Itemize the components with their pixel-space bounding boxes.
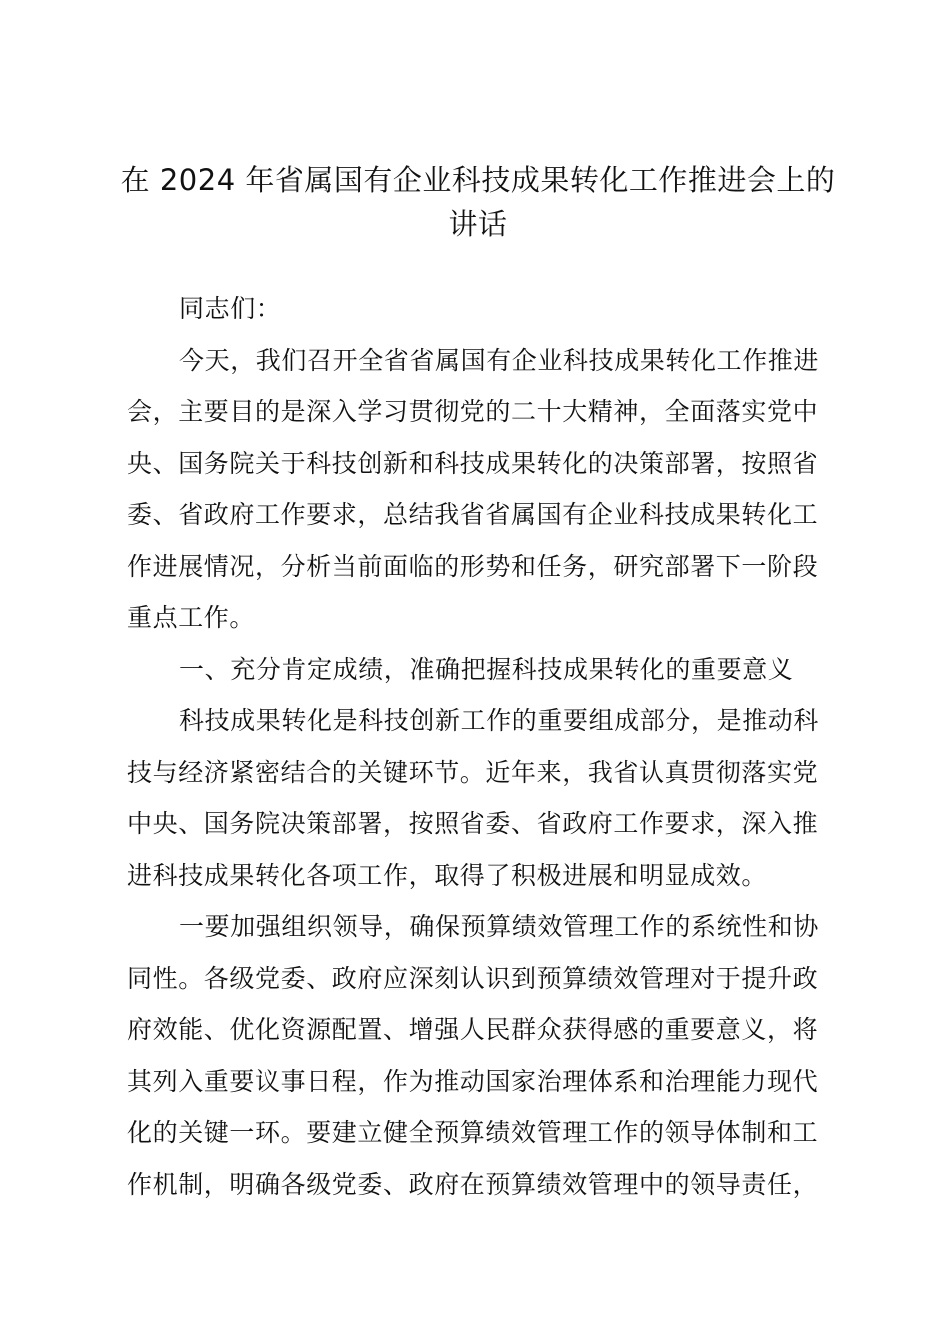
text-line: 作机制，明确各级党委、政府在预算绩效管理中的领导责任， (127, 1169, 819, 1199)
document-title (120, 158, 836, 246)
text-line: 作进展情况，分析当前面临的形势和任务，研究部署下一阶段 (127, 551, 819, 581)
text-line: 今天，我们召开全省省属国有企业科技成果转化工作推进 (179, 345, 820, 375)
text-line: 技与经济紧密结合的关键环节。近年来，我省认真贯彻落实党 (127, 757, 819, 787)
text-line: 一要加强组织领导，确保预算绩效管理工作的系统性和协 (179, 912, 820, 941)
text-line: 科技成果转化是科技创新工作的重要组成部分，是推动科 (179, 706, 820, 735)
text-line: 化的关键一环。要建立健全预算绩效管理工作的领导体制和工 (127, 1118, 819, 1147)
text-line: 央、国务院关于科技创新和科技成果转化的决策部署，按照省 (127, 448, 819, 478)
text-line: 会，主要目的是深入学习贯彻党的二十大精神，全面落实党中 (127, 397, 819, 426)
text-line: 其列入重要议事日程，作为推动国家治理体系和治理能力现代 (127, 1066, 819, 1096)
document-body (127, 283, 831, 1210)
text-line: 委、省政府工作要求，总结我省省属国有企业科技成果转化工 (127, 500, 819, 529)
text-line: 同志们： (179, 294, 282, 323)
text-line: 府效能、优化资源配置、增强人民群众获得感的重要意义，将 (127, 1015, 819, 1044)
title-line: 在 2024 年省属国有企业科技成果转化工作推进会上的 (120, 163, 836, 197)
text-line: 同性。各级党委、政府应深刻认识到预算绩效管理对于提升政 (127, 963, 819, 993)
text-line: 进科技成果转化各项工作，取得了积极进展和明显成效。 (127, 860, 768, 890)
text-line: 重点工作。 (127, 603, 256, 632)
text-line: 一、充分肯定成绩，准确把握科技成果转化的重要意义 (179, 654, 794, 684)
title-line: 讲话 (448, 207, 508, 241)
text-line: 中央、国务院决策部署，按照省委、省政府工作要求，深入推 (127, 809, 819, 838)
